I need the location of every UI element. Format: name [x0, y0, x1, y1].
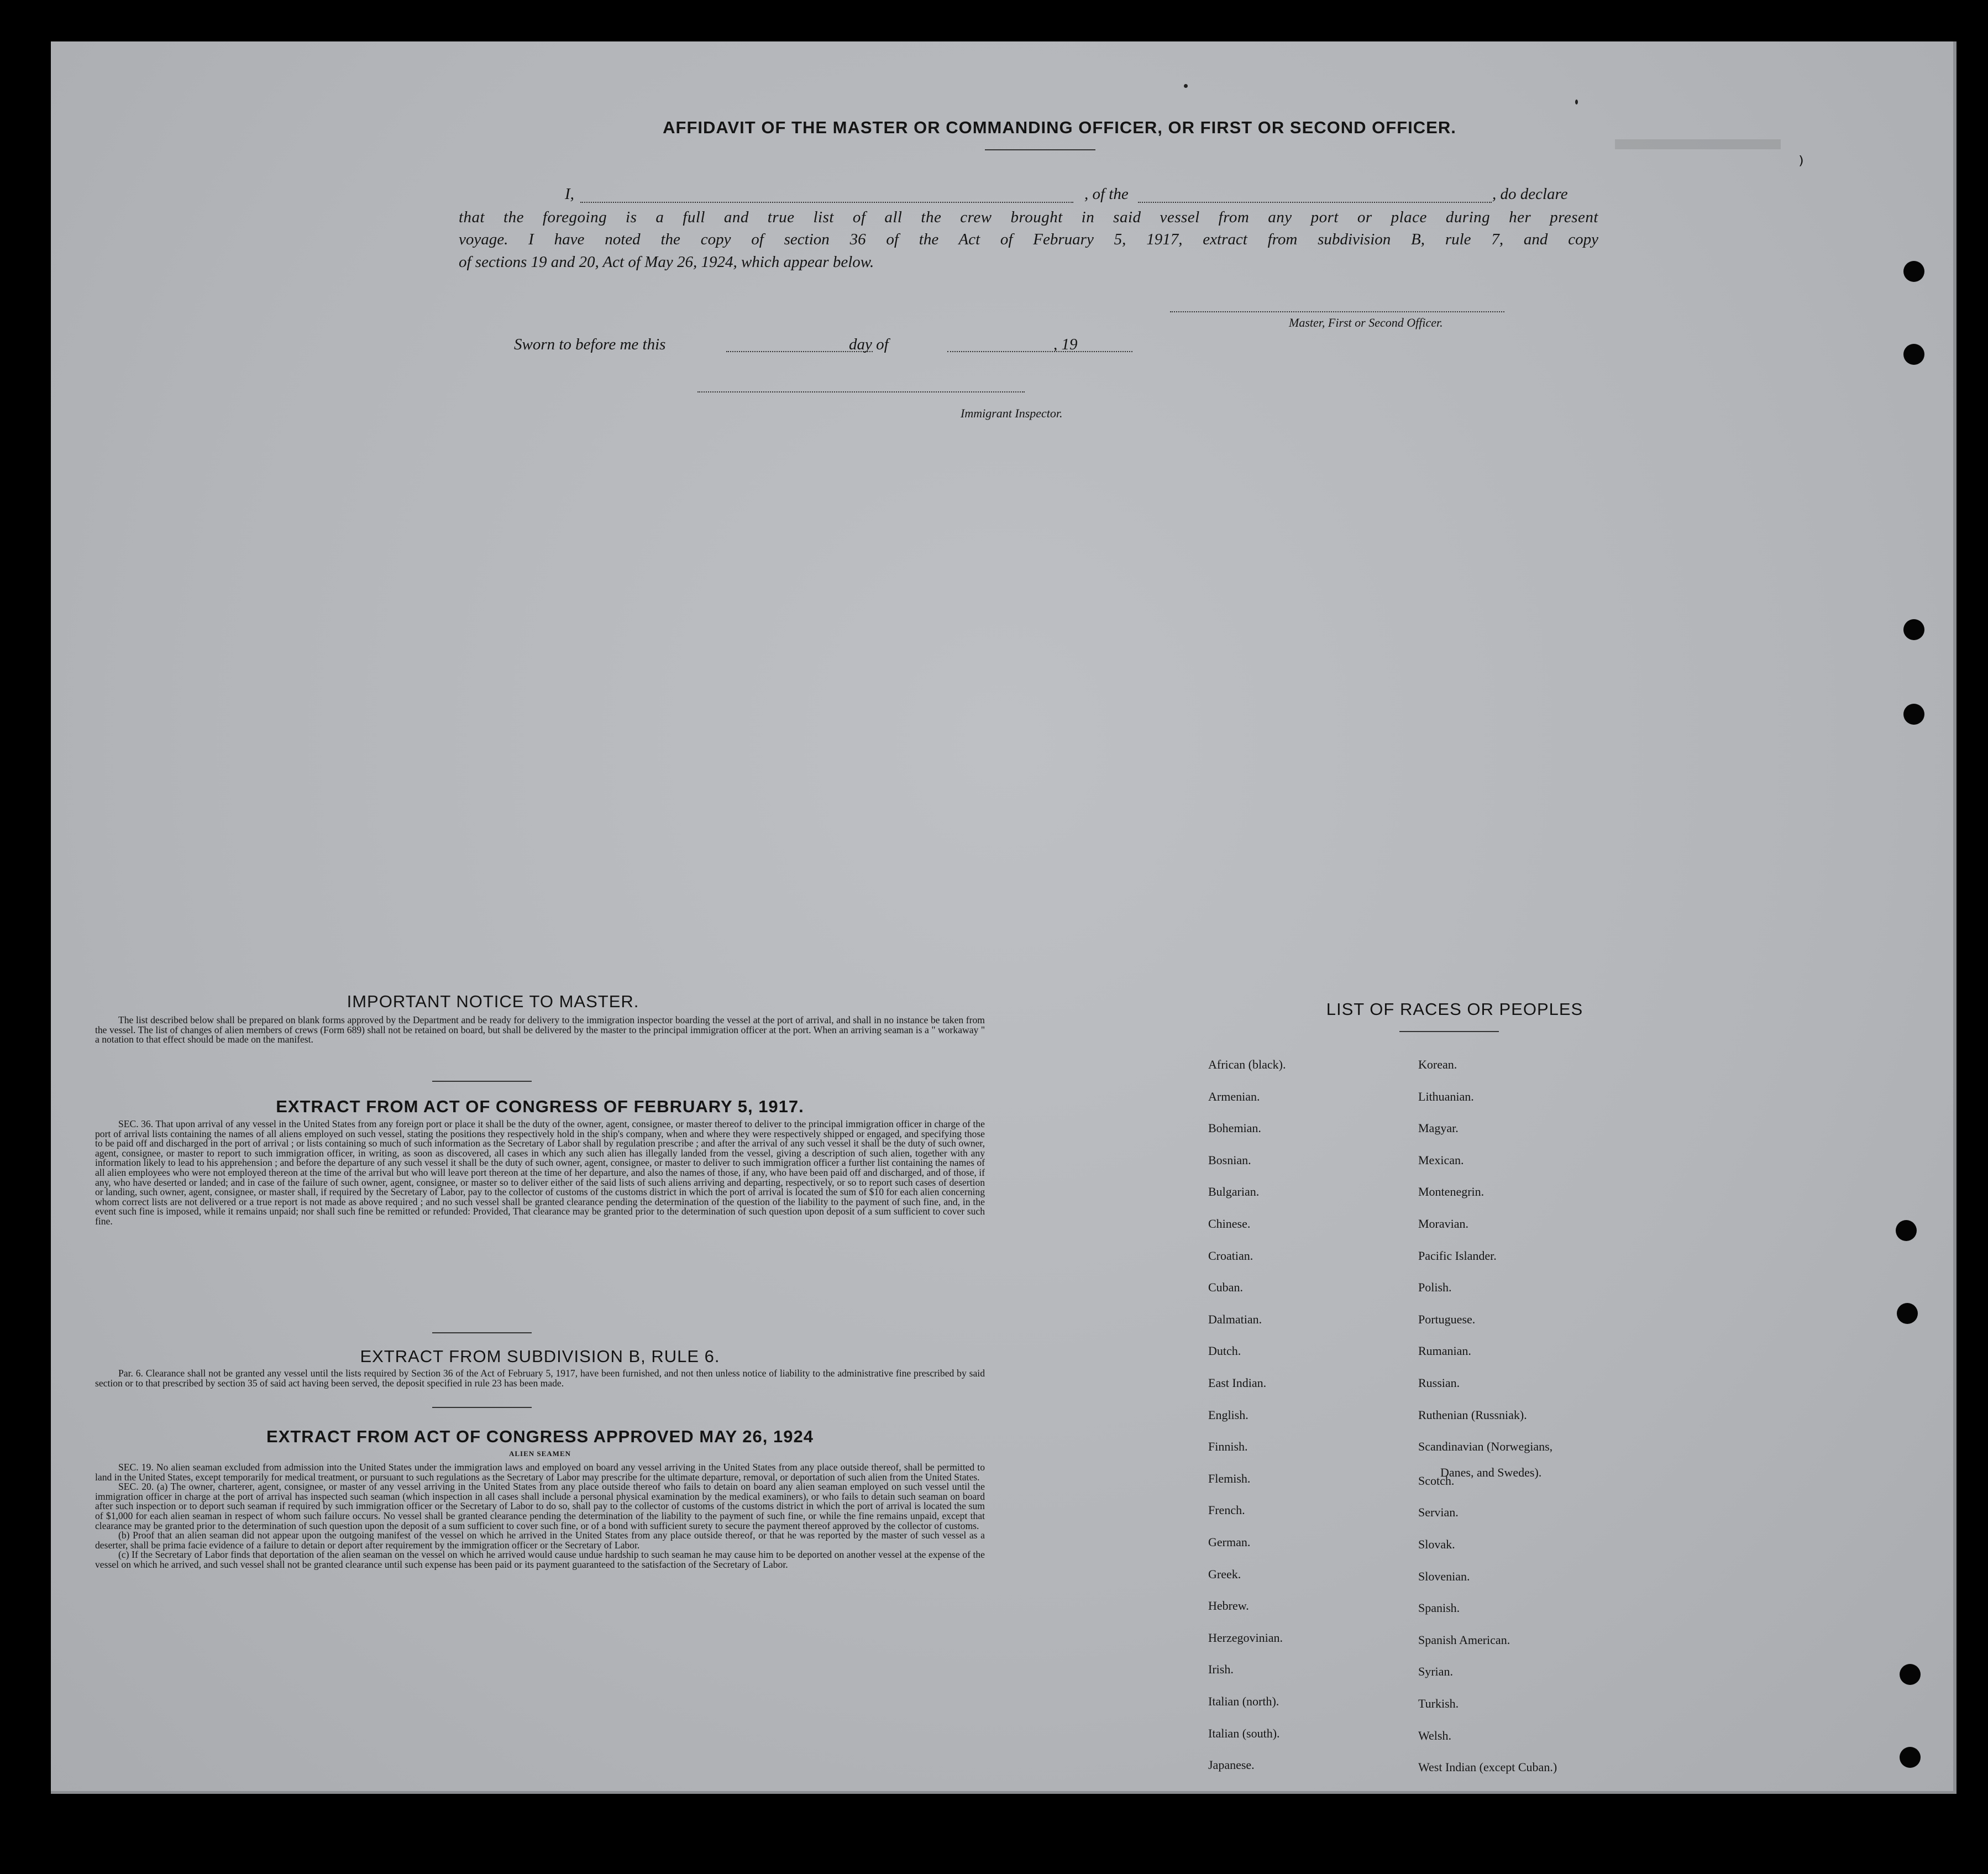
race-item: Slovak.: [1418, 1537, 1455, 1551]
extract-rule6-body: Par. 6. Clearance shall not be granted any vessel until the lists required by Section 36 of the Act of February 5, 1917, have been furnished, and not then unless notice of liability to the administrative fine prescribed by said section or to that prescribed by section 35 of said act having been served, the deposit specified in rule 23 has been made.: [95, 1368, 985, 1389]
race-item: Turkish.: [1418, 1697, 1459, 1710]
speck: [1575, 100, 1578, 104]
race-item: Montenegrin.: [1418, 1185, 1485, 1199]
notice-body-block: [95, 1015, 985, 1045]
name-blank: [580, 202, 1073, 203]
race-item: West Indian (except Cuban.): [1418, 1760, 1557, 1774]
divider: [1399, 1031, 1499, 1032]
sworn-year: , 19: [1053, 336, 1078, 353]
extract-1924-sec19: SEC. 19. No alien seaman excluded from admission into the United States under the immigration laws and employed on board any vessel arriving in the United States from any place outside thereof, shall be permitted to land in the United States, except temporarily for medical treatment, or pursuant to such regulations as the Secretary of Labor may prescribe for the ultimate departure, removal, or deportation of such alien from the United States.: [95, 1462, 985, 1483]
race-item: East Indian.: [1208, 1376, 1267, 1390]
inspector-caption: Immigrant Inspector.: [961, 406, 1063, 420]
race-item: Dutch.: [1208, 1344, 1241, 1358]
race-item: Welsh.: [1418, 1728, 1451, 1742]
document-sheet: [51, 41, 1956, 1794]
race-item: Bosnian.: [1208, 1153, 1251, 1167]
pencil-mark: ⁾: [1798, 152, 1804, 177]
race-item: Scandinavian (Norwegians,: [1418, 1439, 1553, 1454]
race-item: Japanese.: [1208, 1758, 1255, 1772]
extract-1924-subtitle: ALIEN SEAMEN: [508, 1449, 571, 1458]
race-item: Korean.: [1418, 1058, 1457, 1071]
race-item: Ruthenian (Russniak).: [1418, 1407, 1527, 1422]
affidavit-of-the: , of the: [1084, 185, 1129, 203]
affidavit-i: I,: [565, 185, 574, 203]
race-item: Finnish.: [1208, 1439, 1248, 1454]
race-item: German.: [1208, 1535, 1251, 1549]
signature-caption: Master, First or Second Officer.: [1289, 316, 1443, 329]
race-item: Italian (north).: [1208, 1694, 1279, 1708]
punch-hole: [1903, 704, 1924, 725]
race-item: Dalmatian.: [1208, 1312, 1262, 1326]
affidavit-line-4: of sections 19 and 20, Act of May 26, 1924, which appear below.: [459, 253, 874, 271]
affidavit-line-2: that the foregoing is a full and true list of all the crew brought in said vessel from any port or place during her present: [459, 208, 1598, 226]
race-item: Italian (south).: [1208, 1726, 1280, 1740]
race-item: Bulgarian.: [1208, 1185, 1260, 1199]
title-underline: [985, 149, 1095, 150]
extract-1917-body: SEC. 36. That upon arrival of any vessel in the United States from any foreign port or place it shall be the duty of the owner, agent, consignee, or master thereof to deliver to the principal immigration officer in charge of the port of arrival lists containing the names of all aliens employed on such vessel, stating the positions they respectively hold in the ship's company, when and where they were respectively shipped or engaged, and specifying those to be paid off and discharged in the port of arrival ; or lists containing so much of such information as the Secretary of Labor shall by regulation prescribe ; and after the arrival of any such vessel it shall be the duty of such owner, agent, consignee, or master to report to such immigration officer, in writing, as soon as discovered, all cases in which any such alien has illegally landed from the vessel, giving a description of such alien, together with any information likely to lead to his apprehension ; and before the departure of any such vessel it shall be the duty of such owner, agent, consignee, or master to deliver to such immigration officer a further list containing the names of all alien employees who were not employed thereon at the time of the arrival but who will leave port thereon at the time of her departure, and also the names of those, if any, who have been paid off and discharged, and of those, if any, who have deserted or landed; and in case of the failure of such owner, agent, consignee, or master so to deliver either of the said lists of such aliens arriving and departing, respectively, or so to report such cases of desertion or landing, such owner, agent, consignee, or master shall, if required by the Secretary of Labor, pay to the collector of customs of the customs district in which the port of arrival is located the sum of $10 for each alien concerning whom correct lists are not delivered or a true report is not made as above required ; and no such vessel shall be granted clearance pending the determination of the question of the liability to the payment of such fine, and, in the event such fine is imposed, while it remains unpaid; nor shall such fine be remitted or refunded: Provided, That clearance may be granted prior to the determination of such question upon deposit of a sum sufficient to cover such fine.: [95, 1118, 985, 1227]
race-item: Mexican.: [1418, 1153, 1464, 1167]
speck: [1184, 84, 1188, 88]
race-item: Russian.: [1418, 1376, 1460, 1390]
notice-body: The list described below shall be prepared on blank forms approved by the Department and be ready for delivery to the immigration inspector boarding the vessel at the port of arrival, and shall in no instance be taken from the vessel. The list of changes of alien members of crews (Form 689) shall not be retained on board, but shall be delivered by the master to the principal immigration officer at the port. When an arriving seaman is a " workaway " a notation to that effect should be made on the manifest.: [95, 1014, 985, 1045]
race-item: Hebrew.: [1208, 1599, 1249, 1613]
race-item: Portuguese.: [1418, 1312, 1476, 1326]
race-item: Spanish.: [1418, 1601, 1460, 1615]
punch-hole: [1903, 261, 1924, 282]
punch-hole: [1900, 1664, 1921, 1685]
extract-rule6-block: [95, 1369, 985, 1388]
race-item: Flemish.: [1208, 1471, 1251, 1485]
race-item: Croatian.: [1208, 1248, 1253, 1263]
divider: [432, 1332, 532, 1333]
punch-hole: [1897, 1303, 1918, 1324]
race-item: Bohemian.: [1208, 1121, 1261, 1135]
race-item: Scotch.: [1418, 1473, 1455, 1488]
notice-title: IMPORTANT NOTICE TO MASTER.: [347, 992, 639, 1011]
races-right-column: [1418, 1058, 1650, 1793]
race-item: Slovenian.: [1418, 1569, 1470, 1583]
extract-1917-title: EXTRACT FROM ACT OF CONGRESS OF FEBRUARY 5, 1917.: [276, 1097, 804, 1116]
race-item: African (black).: [1208, 1058, 1286, 1071]
extract-1924-title: EXTRACT FROM ACT OF CONGRESS APPROVED MAY 26, 1924: [266, 1427, 814, 1446]
extract-1917-block: [95, 1119, 985, 1227]
race-continuation: Danes, and Swedes).: [1440, 1465, 1542, 1479]
races-title: LIST OF RACES OR PEOPLES: [1326, 999, 1583, 1019]
vessel-blank: [1138, 202, 1492, 203]
race-item: Pacific Islander.: [1418, 1248, 1497, 1263]
affidavit-line-3: voyage. I have noted the copy of section 36 of the Act of February 5, 1917, extract from subdivision B, rule 7, and copy: [459, 231, 1598, 248]
race-item: Chinese.: [1208, 1217, 1251, 1231]
race-item: Herzegovinian.: [1208, 1630, 1283, 1645]
races-left-column: [1208, 1058, 1418, 1793]
sworn-prefix: Sworn to before me this: [514, 336, 666, 353]
race-item: Syrian.: [1418, 1664, 1453, 1679]
extract-1924-block: [95, 1463, 985, 1570]
race-item: English.: [1208, 1407, 1249, 1422]
race-item: Spanish American.: [1418, 1632, 1510, 1647]
race-item: Cuban.: [1208, 1280, 1243, 1295]
race-item: Rumanian.: [1418, 1344, 1471, 1358]
extract-1924-sec20b: (b) Proof that an alien seaman did not appear upon the outgoing manifest of the vessel on which he arrived in the United States from any place outside thereof, or that he was reported by the master of such vessel as a deserter, shall be prima facie evidence of a failure to detain or deport after requirement by the immigration officer or the Secretary of Labor.: [95, 1530, 985, 1551]
punch-hole: [1903, 619, 1924, 640]
sworn-day-blank: [726, 351, 873, 352]
divider: [432, 1081, 532, 1082]
inspector-blank: [697, 391, 1025, 392]
race-item: Armenian.: [1208, 1089, 1260, 1103]
race-item: Servian.: [1418, 1505, 1459, 1520]
divider: [432, 1407, 532, 1408]
race-item: French.: [1208, 1503, 1245, 1517]
race-item: Lithuanian.: [1418, 1089, 1474, 1103]
bleed-through-mark: ▬▬▬▬▬: [1615, 119, 1781, 156]
punch-hole: [1903, 344, 1924, 365]
race-item: Moravian.: [1418, 1217, 1469, 1231]
sworn-month-blank: [947, 351, 1132, 352]
race-item: Polish.: [1418, 1280, 1452, 1295]
affidavit-title: AFFIDAVIT OF THE MASTER OR COMMANDING OFFICER, OR FIRST OR SECOND OFFICER.: [663, 118, 1456, 137]
sworn-day-of: day of: [849, 336, 889, 353]
punch-hole: [1900, 1747, 1921, 1768]
extract-1924-sec20c: (c) If the Secretary of Labor finds that deportation of the alien seaman on the vessel on which he arrived would cause undue hardship to such seaman he may cause him to be deported on another vessel at the expense of the vessel on which he arrived, and such vessel shall not be granted clearance until such expense has been paid or its payment guaranteed to the satisfaction of the Secretary of Labor.: [95, 1549, 985, 1570]
punch-hole: [1896, 1220, 1917, 1241]
race-item: Magyar.: [1418, 1121, 1459, 1135]
signature-blank: [1170, 311, 1504, 312]
extract-rule6-title: EXTRACT FROM SUBDIVISION B, RULE 6.: [360, 1347, 720, 1366]
race-item: Irish.: [1208, 1662, 1234, 1677]
race-item: Greek.: [1208, 1567, 1241, 1581]
extract-1924-sec20a: SEC. 20. (a) The owner, charterer, agent, consignee, or master of any vessel arriving in the United States from any place outside thereof who fails to detain on board any alien seaman employed on such vessel until the immigration officer in charge at the port of arrival has inspected such seaman (which inspection in all cases shall include a personal physical examination by the medical examiners), or who fails to detain such seaman on board after such inspection or to deport such seaman if required by such immigration officer or the Secretary of Labor to do so, shall pay to the collector of customs of the customs district in which the port of arrival is located the sum of $1,000 for each alien seaman in respect of whom such failure occurs. No vessel shall be granted clearance pending the determination of the liability to the payment of such fine, or while the fine remains unpaid, except that clearance may be granted prior to the determination of such question upon the deposit of a sum sufficient to cover such fine, or of a bond with sufficient surety to secure the payment thereof approved by the collector of customs.: [95, 1481, 985, 1531]
affidavit-do-declare: , do declare: [1492, 185, 1568, 203]
